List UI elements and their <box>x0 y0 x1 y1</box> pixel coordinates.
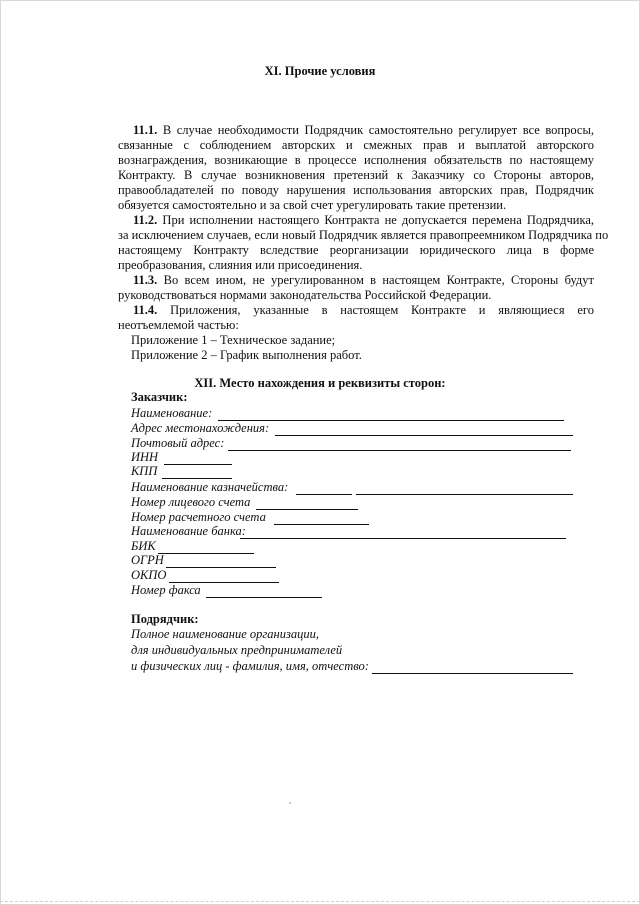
customer-postal-field[interactable] <box>228 450 571 451</box>
customer-address-label: Адрес местонахождения: <box>131 421 270 435</box>
customer-personal-account-field[interactable] <box>256 509 358 510</box>
customer-heading: Заказчик: <box>131 390 188 404</box>
scan-speck <box>289 802 291 804</box>
contractor-heading: Подрядчик: <box>131 612 199 626</box>
customer-bank-field[interactable] <box>240 538 566 539</box>
customer-bank-label: Наименование банка: <box>131 524 246 538</box>
customer-treasury-field-a[interactable] <box>296 494 352 495</box>
section-12-title: XII. Место нахождения и реквизиты сторон: <box>194 376 446 390</box>
customer-fax-field[interactable] <box>206 597 322 598</box>
clause-11-2-line: 11.2. При исполнении настоящего Контракта не допускается перемена Подрядчика, <box>133 213 595 227</box>
section-11-title: XI. Прочие условия <box>264 64 376 78</box>
customer-bik-label: БИК <box>131 539 156 553</box>
clause-11-1-line: вознаграждения, возникающие в процессе исполнения обязательств по настоящему <box>118 153 594 167</box>
clause-11-1-line: связанные с соблюдением авторских и смежных прав и выплатой авторского <box>118 138 594 152</box>
customer-treasury-label: Наименование казначейства: <box>131 480 289 494</box>
attachment-item: Приложение 2 – График выполнения работ. <box>131 348 362 362</box>
clause-11-4-line: неотъемлемой частью: <box>118 318 239 332</box>
contractor-name-field[interactable] <box>372 673 573 674</box>
clause-number: 11.2. <box>133 213 158 227</box>
customer-personal-account-label: Номер лицевого счета <box>131 495 251 509</box>
contractor-name-label: и физических лиц - фамилия, имя, отчество: <box>131 659 369 673</box>
customer-inn-label: ИНН <box>131 450 159 464</box>
clause-11-2-line: преобразования, слияния или присоединения. <box>118 258 363 272</box>
customer-okpo-label: ОКПО <box>131 568 167 582</box>
clause-11-1-line: Контракту. В случае возникновения претензий к Заказчику со Стороны авторов, <box>118 168 594 182</box>
customer-settlement-account-field[interactable] <box>274 524 369 525</box>
clause-number: 11.4. <box>133 303 158 317</box>
customer-treasury-field-b[interactable] <box>356 494 573 495</box>
customer-ogrn-field[interactable] <box>166 567 276 568</box>
clause-11-3-line: руководствоваться нормами законодательства Российской Федерации. <box>118 288 492 302</box>
customer-postal-label: Почтовый адрес: <box>131 436 225 450</box>
page-bottom-edge <box>0 901 640 902</box>
customer-inn-field[interactable] <box>164 464 232 465</box>
attachment-item: Приложение 1 – Техническое задание; <box>131 333 336 347</box>
customer-kpp-field[interactable] <box>162 478 232 479</box>
customer-name-field[interactable] <box>218 420 564 421</box>
clause-11-3-line: 11.3. Во всем ином, не урегулированном в настоящем Контракте, Стороны будут <box>133 273 594 287</box>
clause-11-1-line: обязуется самостоятельно и за свой счет урегулировать такие претензии. <box>118 198 507 212</box>
clause-11-1-line: 11.1. В случае необходимости Подрядчик самостоятельно регулирует все вопросы, <box>133 123 594 137</box>
customer-kpp-label: КПП <box>131 464 158 478</box>
customer-fax-label: Номер факса <box>131 583 201 597</box>
customer-bik-field[interactable] <box>158 553 254 554</box>
clause-11-4-line: 11.4. Приложения, указанные в настоящем Контракте и являющиеся его <box>133 303 594 317</box>
customer-settlement-account-label: Номер расчетного счета <box>131 510 266 524</box>
contractor-info-line: Полное наименование организации, <box>131 627 320 641</box>
clause-11-1-line: правообладателей по поводу нарушения использования авторских прав, Подрядчик <box>118 183 594 197</box>
customer-ogrn-label: ОГРН <box>131 553 164 567</box>
clause-11-2-line: за исключением случаев, если новый Подрядчик является правопреемником Подрядчика по <box>118 228 609 242</box>
clause-11-2-line: настоящему Контракту вследствие реорганизации юридического лица в форме <box>118 243 594 257</box>
contractor-info-line: для индивидуальных предпринимателей <box>131 643 343 657</box>
customer-address-field[interactable] <box>275 435 573 436</box>
clause-number: 11.3. <box>133 273 158 287</box>
clause-number: 11.1. <box>133 123 158 137</box>
customer-name-label: Наименование: <box>131 406 213 420</box>
